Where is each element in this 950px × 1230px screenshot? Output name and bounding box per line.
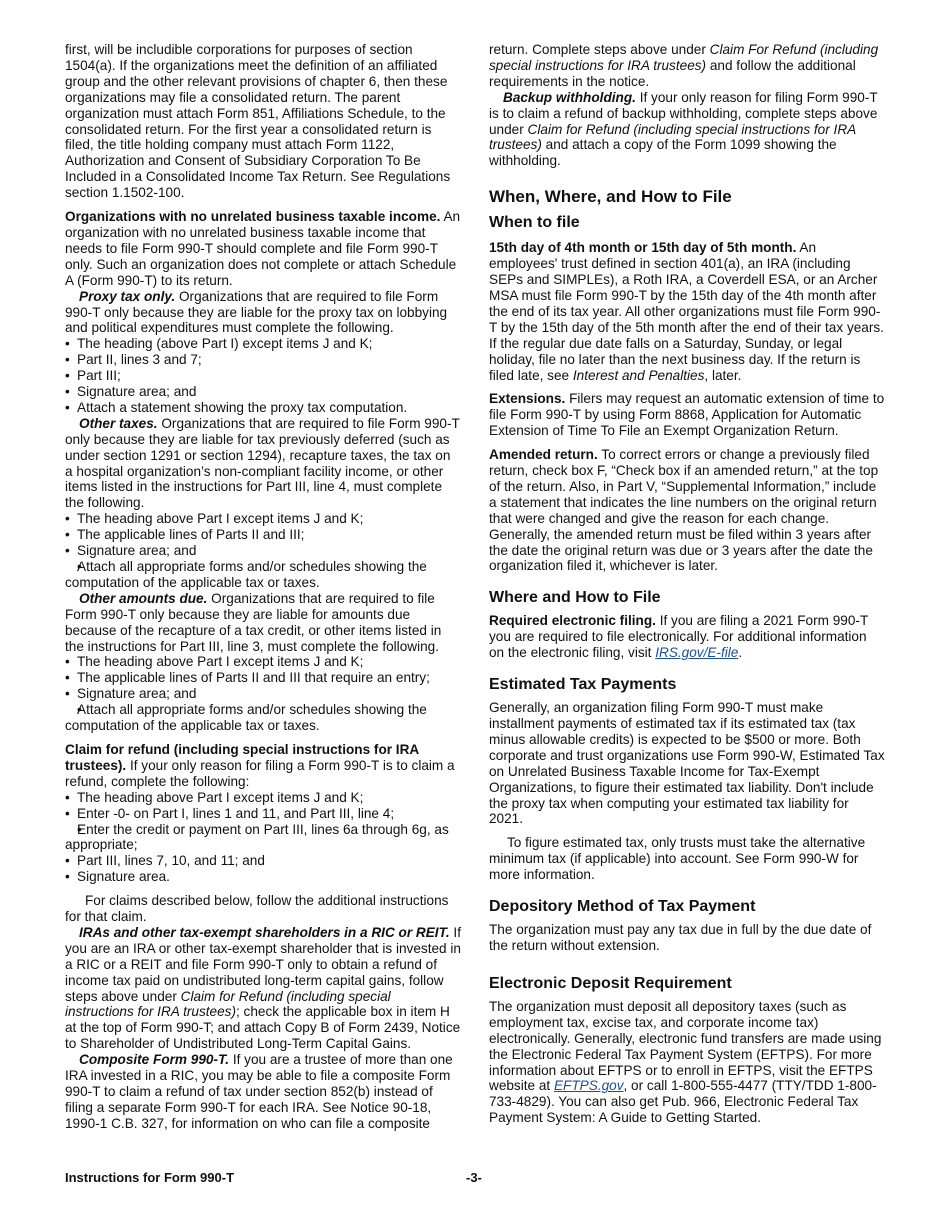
paragraph-proxy: Proxy tax only. Organizations that are required to file Form 990-T only because they are liable for the proxy tax on lobbying and political expenditures must complete the following. bbox=[65, 288, 448, 336]
list-item: • Attach a statement showing the proxy tax computation. bbox=[65, 400, 461, 416]
paragraph-consolidated: first, will be includible corporations for purposes of section 1504(a). If the organizations meet the definition of an affiliated group and the other relevant provisions of chapter 6, then these organizations may file a consolidated return. The parent organization must attach Form 851, Affiliations Schedule, to the consolidated return. For the first year a consolidated return is filed, the title holding company must attach Form 1122, Authorization and Consent of Subsidiary Corporation To Be Included in a Consolidated Income Tax Return. See Regulations section 1.1502-100. bbox=[65, 42, 451, 201]
paragraph-no-ubti: Organizations with no unrelated business taxable income. An organization with no unrelated business taxable income that needs to file Form 990-T should complete and file Form 990-T only. Such an organization does not complete or attach Schedule A (Form 990-T) to its return. bbox=[65, 209, 461, 288]
heading-composite: Composite Form 990-T. bbox=[79, 1052, 230, 1068]
list-item: • Signature area. bbox=[65, 869, 461, 885]
list-item: • Attach all appropriate forms and/or schedules showing the computation of the applicable tax or taxes. bbox=[65, 559, 461, 591]
paragraph-extensions: Extensions. Filers may request an automatic extension of time to file Form 990-T by using Form 8868, Application for Automatic Extension of Time To File an Exempt Organization Return. bbox=[489, 391, 885, 439]
heading-electronic-deposit: Electronic Deposit Requirement bbox=[489, 974, 732, 992]
list-item: • The applicable lines of Parts II and III; bbox=[65, 527, 461, 543]
heading-when-where: When, Where, and How to File bbox=[489, 187, 732, 207]
heading-extensions: Extensions. bbox=[489, 391, 566, 407]
heading-efile: Required electronic filing. bbox=[489, 613, 656, 629]
list-item: • Attach all appropriate forms and/or schedules showing the computation of the applicable tax or taxes. bbox=[65, 702, 461, 734]
paragraph-other-amounts: Other amounts due. Organizations that are required to file Form 990-T only because they are liable for amounts due because of the recapture of a tax credit, or other items listed in the instructions for Part III, line 3, must complete the following. bbox=[65, 590, 442, 654]
list-other-amounts bbox=[65, 654, 461, 734]
heading-estimated-tax: Estimated Tax Payments bbox=[489, 676, 677, 694]
heading-where-how: Where and How to File bbox=[489, 589, 661, 607]
list-item: • The heading (above Part I) except items J and K; bbox=[65, 336, 461, 352]
heading-backup: Backup withholding. bbox=[503, 89, 636, 105]
heading-amended: Amended return. bbox=[489, 447, 598, 463]
list-item: • Part III, lines 7, 10, and 11; and bbox=[65, 853, 461, 869]
left-column bbox=[65, 42, 461, 1132]
paragraph-claims-desc: For claims described below, follow the additional instructions for that claim. bbox=[65, 893, 449, 925]
right-column bbox=[489, 42, 885, 1126]
list-item: • Enter -0- on Part I, lines 1 and 11, and Part III, line 4; bbox=[65, 806, 461, 822]
page-number: -3- bbox=[466, 1170, 482, 1185]
footer-title: Instructions for Form 990-T bbox=[65, 1170, 235, 1185]
paragraph-electronic-deposit: The organization must deposit all depository taxes (such as employment tax, excise tax, and corporate income tax) electronically. Generally, electronic fund transfers are made using the Electronic Federal Tax Payment System (EFTPS). For more information about EFTPS or to enroll in EFTPS, visit the EFTPS website at EFTPS.gov, or call 1-800-555-4477 (TTY/TDD 1-800-733-4829). You can also get Pub. 966, Electronic Federal Tax Payment System: A Guide to Getting Started. bbox=[489, 998, 882, 1126]
paragraph-other-taxes: Other taxes. Organizations that are required to file Form 990-T only because they are liable for tax previously deferred (such as under section 1291 or section 1294), recapture taxes, the tax on a hospital organization’s non-compliant facility income, or other items listed in the instructions for Part III, line 4, must complete the following. bbox=[65, 415, 460, 511]
heading-claim-refund: Claim for refund (including special instructions for IRA trustees). bbox=[65, 741, 419, 773]
list-item: • Part III; bbox=[65, 368, 461, 384]
paragraph-ira: IRAs and other tax-exempt shareholders in a RIC or REIT. If you are an IRA or other tax-exempt shareholder that is invested in a RIC or a REIT and file Form 990-T only to obtain a refund of income tax paid on undistributed long-term capital gains, follow steps above under Claim for Refund (including special instructions for IRA trustees); check the applicable box in item H at the top of Form 990-T; and attach Copy B of Form 2439, Notice to Shareholder of Undistributed Long-Term Capital Gains. bbox=[65, 924, 461, 1052]
heading-depository: Depository Method of Tax Payment bbox=[489, 898, 756, 916]
paragraph-composite-cont: return. Complete steps above under Claim For Refund (including special instructions for IRA trustees) and follow the additional requirements in the notice. bbox=[489, 42, 879, 89]
paragraph-estimated-1: Generally, an organization filing Form 990-T must make installment payments of estimated tax if its estimated tax (tax minus allowable credits) is expected to be $500 or more. Both corporate and trust organizations use Form 990-W, Estimated Tax on Unrelated Business Taxable Income for Tax-Exempt Organizations, to figure their estimated tax liability. Don't include the proxy tax when computing your estimated tax liability for 2021. bbox=[489, 700, 885, 827]
heading-other-taxes: Other taxes. bbox=[79, 415, 158, 431]
paragraph-backup: Backup withholding. If your only reason for filing Form 990-T is to claim a refund of backup withholding, complete steps above under Claim for Refund (including special instructions for IRA trustees) and attach a copy of the Form 1099 showing the withholding. bbox=[489, 89, 878, 169]
heading-proxy: Proxy tax only. bbox=[79, 288, 176, 304]
list-item: • Part II, lines 3 and 7; bbox=[65, 352, 461, 368]
list-item: • Enter the credit or payment on Part III, lines 6a through 6g, as appropriate; bbox=[65, 822, 461, 854]
list-item: • Signature area; and bbox=[65, 686, 461, 702]
list-item: • The heading above Part I except items J and K; bbox=[65, 654, 461, 670]
heading-due-date: 15th day of 4th month or 15th day of 5th month. bbox=[489, 240, 797, 256]
list-proxy bbox=[65, 336, 461, 416]
paragraph-amended: Amended return. To correct errors or change a previously filed return, check box F, “Check box if an amended return,” at the top of the return. Also, in Part V, “Supplemental Information,” include a statement that indicates the line numbers on the original return that were changed and give the reason for each change. Generally, the amended return must be filed within 3 years after the date the original return was due or 3 years after the date the organization filed it, whichever is later. bbox=[489, 447, 879, 574]
paragraph-estimated-2: To figure estimated tax, only trusts must take the alternative minimum tax (if applicable) into account. See Form 990-W for more information. bbox=[489, 835, 866, 883]
paragraph-due-date: 15th day of 4th month or 15th day of 5th month. An employees' trust defined in section 401(a), an IRA (including SEPs and SIMPLEs), a Roth IRA, a Coverdell ESA, or an Archer MSA must file Form 990-T by the 15th day of the 4th month after the end of its tax year. All other organizations must file Form 990-T by the 15th day of the 5th month after the end of their tax years. If the regular due date falls on a Saturday, Sunday, or legal holiday, file no later than the next business day. If the return is filed late, see Interest and Penalties, later. bbox=[489, 240, 884, 383]
efile-link[interactable]: IRS.gov/E-file bbox=[655, 645, 739, 661]
list-item: • The applicable lines of Parts II and III that require an entry; bbox=[65, 670, 461, 686]
heading-other-amounts: Other amounts due. bbox=[79, 590, 208, 606]
list-claim-refund bbox=[65, 790, 461, 885]
list-item: • Signature area; and bbox=[65, 543, 461, 559]
paragraph-depository: The organization must pay any tax due in full by the due date of the return without extension. bbox=[489, 922, 872, 953]
list-item: • The heading above Part I except items J and K; bbox=[65, 790, 461, 806]
paragraph-claim-refund: Claim for refund (including special instructions for IRA trustees). If your only reason for filing a Form 990-T is to claim a refund, complete the following: bbox=[65, 741, 455, 789]
paragraph-composite: Composite Form 990-T. If you are a trustee of more than one IRA invested in a RIC, you may be able to file a composite Form 990-T to claim a refund of tax under section 852(b) instead of filing a separate Form 990-T for each IRA. See Notice 90-18, 1990-1 C.B. 327, for information on who can file a composite bbox=[65, 1052, 453, 1131]
list-other-taxes bbox=[65, 511, 461, 591]
paragraph-efile: Required electronic filing. If you are filing a 2021 Form 990-T you are required to file electronically. For additional information on the electronic filing, visit IRS.gov/E-file. bbox=[489, 613, 869, 661]
heading-ira: IRAs and other tax-exempt shareholders in a RIC or REIT. bbox=[79, 924, 450, 940]
heading-no-ubti: Organizations with no unrelated business taxable income. bbox=[65, 209, 441, 225]
heading-when-to-file: When to file bbox=[489, 214, 580, 232]
list-item: • The heading above Part I except items J and K; bbox=[65, 511, 461, 527]
list-item: • Signature area; and bbox=[65, 384, 461, 400]
eftps-link[interactable]: EFTPS.gov bbox=[553, 1078, 624, 1094]
